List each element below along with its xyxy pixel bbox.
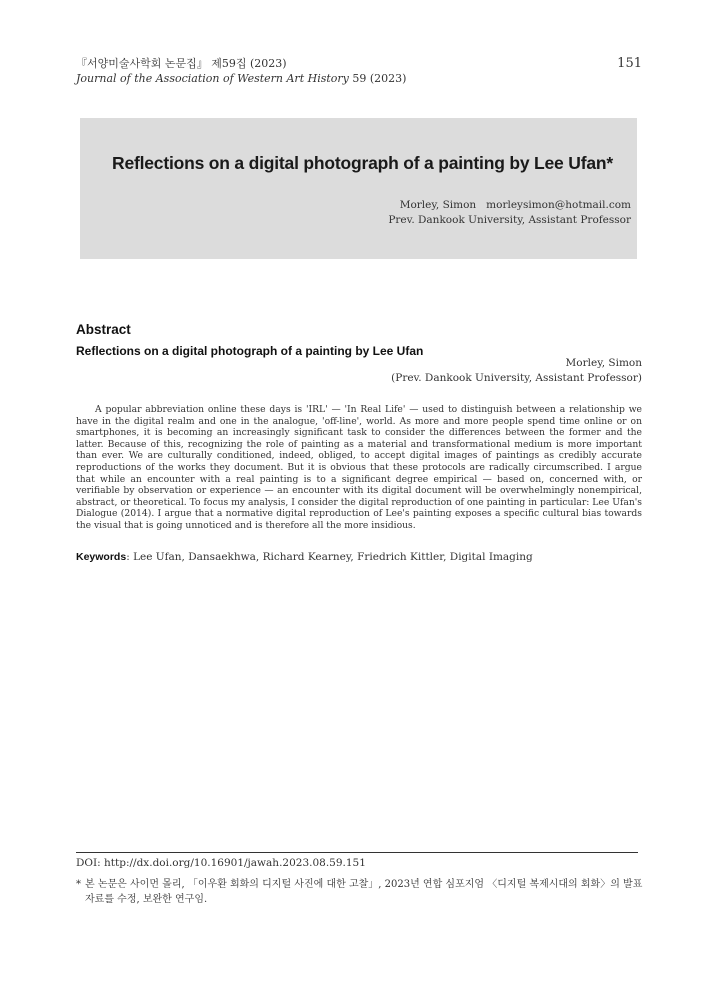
page-number: 151 <box>617 56 642 71</box>
abstract-affiliation: (Prev. Dankook University, Assistant Professor) <box>391 372 642 384</box>
author-email: morleysimon@hotmail.com <box>486 199 631 211</box>
author-affiliation: Prev. Dankook University, Assistant Professor <box>388 214 631 226</box>
abstract-author-block <box>391 356 642 386</box>
keywords-line <box>76 551 533 563</box>
footnote-divider <box>76 852 638 853</box>
article-title: Reflections on a digital photograph of a painting by Lee Ufan* <box>112 153 613 173</box>
title-box <box>80 118 637 259</box>
author-name: Morley, Simon <box>399 199 477 211</box>
journal-volume: 59 (2023) <box>352 72 407 85</box>
footnote-mark: * <box>76 879 81 890</box>
footnote-line-2: 자료를 수정, 보완한 연구임. <box>85 894 208 905</box>
author-block <box>388 198 631 228</box>
abstract-author-name: Morley, Simon <box>565 357 642 369</box>
footnote <box>76 877 646 907</box>
doi-link[interactable]: DOI: http://dx.doi.org/10.16901/jawah.2023.08.59.151 <box>76 857 366 869</box>
keywords-values: : Lee Ufan, Dansaekhwa, Richard Kearney, Friedrich Kittler, Digital Imaging <box>126 551 533 563</box>
footnote-line-1: 본 논문은 사이먼 몰리, 「이우환 회화의 디지털 사진에 대한 고찰」, 2023년 연합 심포지엄 〈디지털 복제시대의 회화〉의 발표 <box>85 879 643 890</box>
journal-korean-title: 『서양미술사학회 논문집』 제59집 (2023) <box>76 57 287 70</box>
abstract-heading: Abstract <box>76 322 131 337</box>
keywords-label: Keywords <box>76 551 127 563</box>
abstract-body: A popular abbreviation online these days is 'IRL' — 'In Real Life' — used to distinguish between a relationship we have in the digital realm and one in the analogue, 'off-line', world. As more and more people spend time online or on smartphones, it is becoming an increasingly significant task to consider the differences between the former and the latter. Because of this, recognizing the role of painting as a material and transformational medium is more important than ever. We are culturally conditioned, indeed, obliged, to accept digital images of paintings as credibly accurate reproductions of the works they document. But it is obvious that these protocols are radically circumscribed. I argue that while an encounter with a real painting is to a significant degree empirical — based on, concerned with, or verifiable by observation or experience — an encounter with its digital document will be overwhelmingly nonempirical, abstract, or theoretical. To focus my analysis, I consider the digital reproduction of one painting in particular: Lee Ufan's Dialogue (2014). I argue that a normative digital reproduction of Lee's painting exposes a specific cultural bias towards the visual that is going unnoticed and is therefore all the more insidious. <box>76 404 642 531</box>
abstract-title: Reflections on a digital photograph of a painting by Lee Ufan <box>76 344 424 358</box>
running-header <box>76 56 642 86</box>
journal-english-title: Journal of the Association of Western Art History <box>76 72 349 85</box>
